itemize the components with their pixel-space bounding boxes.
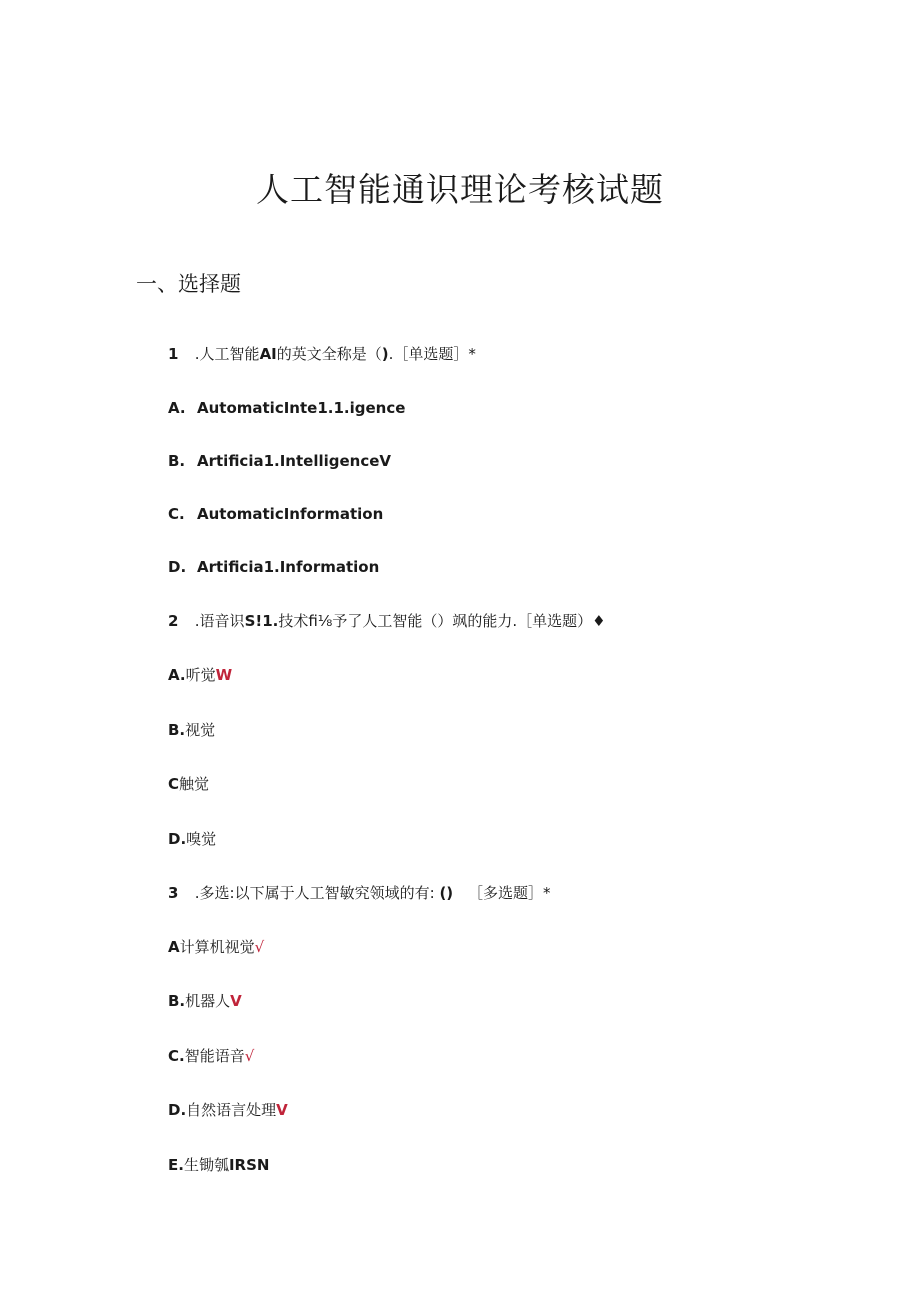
option-letter: D. (168, 558, 187, 576)
option-letter: D. (168, 830, 187, 848)
question-2 (168, 611, 606, 631)
answer-mark: V (230, 992, 242, 1010)
question-text: .人工智能 (194, 345, 260, 363)
answer-mark: W (215, 666, 233, 684)
option-letter: A (168, 938, 180, 956)
option-e (168, 1155, 269, 1175)
answer-mark: √ (254, 938, 265, 956)
option-text: 生锄瓠 (183, 1156, 229, 1174)
option-d (168, 829, 216, 849)
question-text-bold: () (439, 884, 454, 902)
option-text: AutomaticInte1.1.igence (197, 399, 406, 417)
option-letter: D. (168, 1101, 187, 1119)
question-text-bold: AI (259, 345, 277, 363)
option-text: 自然语言处理 (186, 1101, 277, 1119)
option-c (168, 504, 383, 524)
question-3 (168, 883, 550, 903)
option-b (168, 991, 242, 1011)
option-letter: C (168, 775, 180, 793)
question-text: 的英文全称是（ (276, 345, 382, 363)
question-text: .语音识 (194, 612, 245, 630)
option-text-suffix: IRSN (228, 1156, 270, 1174)
option-text: 计算机视觉 (179, 938, 255, 956)
question-text: .多选:以下属于人工智敏究领域的有: (194, 884, 435, 902)
document-title: 人工智能通识理论考核试题 (256, 170, 664, 209)
option-b (168, 720, 215, 740)
option-text: 视觉 (185, 721, 216, 739)
answer-mark: √ (244, 1047, 255, 1065)
option-text: 触觉 (179, 775, 210, 793)
option-letter: E. (168, 1156, 184, 1174)
option-b (168, 451, 391, 471)
question-text-bold: ) (381, 345, 389, 363)
option-text: 机器人 (185, 992, 231, 1010)
option-letter: C. (168, 505, 185, 523)
question-number: 2 (168, 612, 179, 630)
option-c (168, 774, 209, 794)
option-d (168, 557, 379, 577)
option-letter: B. (168, 721, 186, 739)
question-type: ［多选题］* (467, 884, 551, 902)
question-1 (168, 344, 476, 364)
option-d (168, 1100, 288, 1120)
option-text: 嗅觉 (186, 830, 217, 848)
section-heading: 一、选择题 (136, 272, 241, 296)
option-a (168, 937, 264, 957)
option-letter: B. (168, 992, 186, 1010)
question-number: 3 (168, 884, 179, 902)
option-letter: C. (168, 1047, 185, 1065)
answer-mark: V (276, 1101, 288, 1119)
option-text: 智能语音 (184, 1047, 245, 1065)
option-text: Artificia1.Information (197, 558, 380, 576)
option-a (168, 398, 405, 418)
option-c (168, 1046, 254, 1066)
option-letter: A. (168, 666, 186, 684)
question-text: 技术fi⅛予了人工智能（）飒的能力.［单选题）♦ (278, 612, 606, 630)
option-a (168, 665, 232, 685)
option-text: Artificia1.IntelligenceV (197, 452, 392, 470)
option-letter: B. (168, 452, 186, 470)
question-text: .［单选题］* (388, 345, 476, 363)
option-letter: A. (168, 399, 186, 417)
option-text: 听觉 (185, 666, 216, 684)
question-text-bold: S!1. (244, 612, 279, 630)
option-text: AutomaticInformation (197, 505, 384, 523)
question-number: 1 (168, 345, 179, 363)
